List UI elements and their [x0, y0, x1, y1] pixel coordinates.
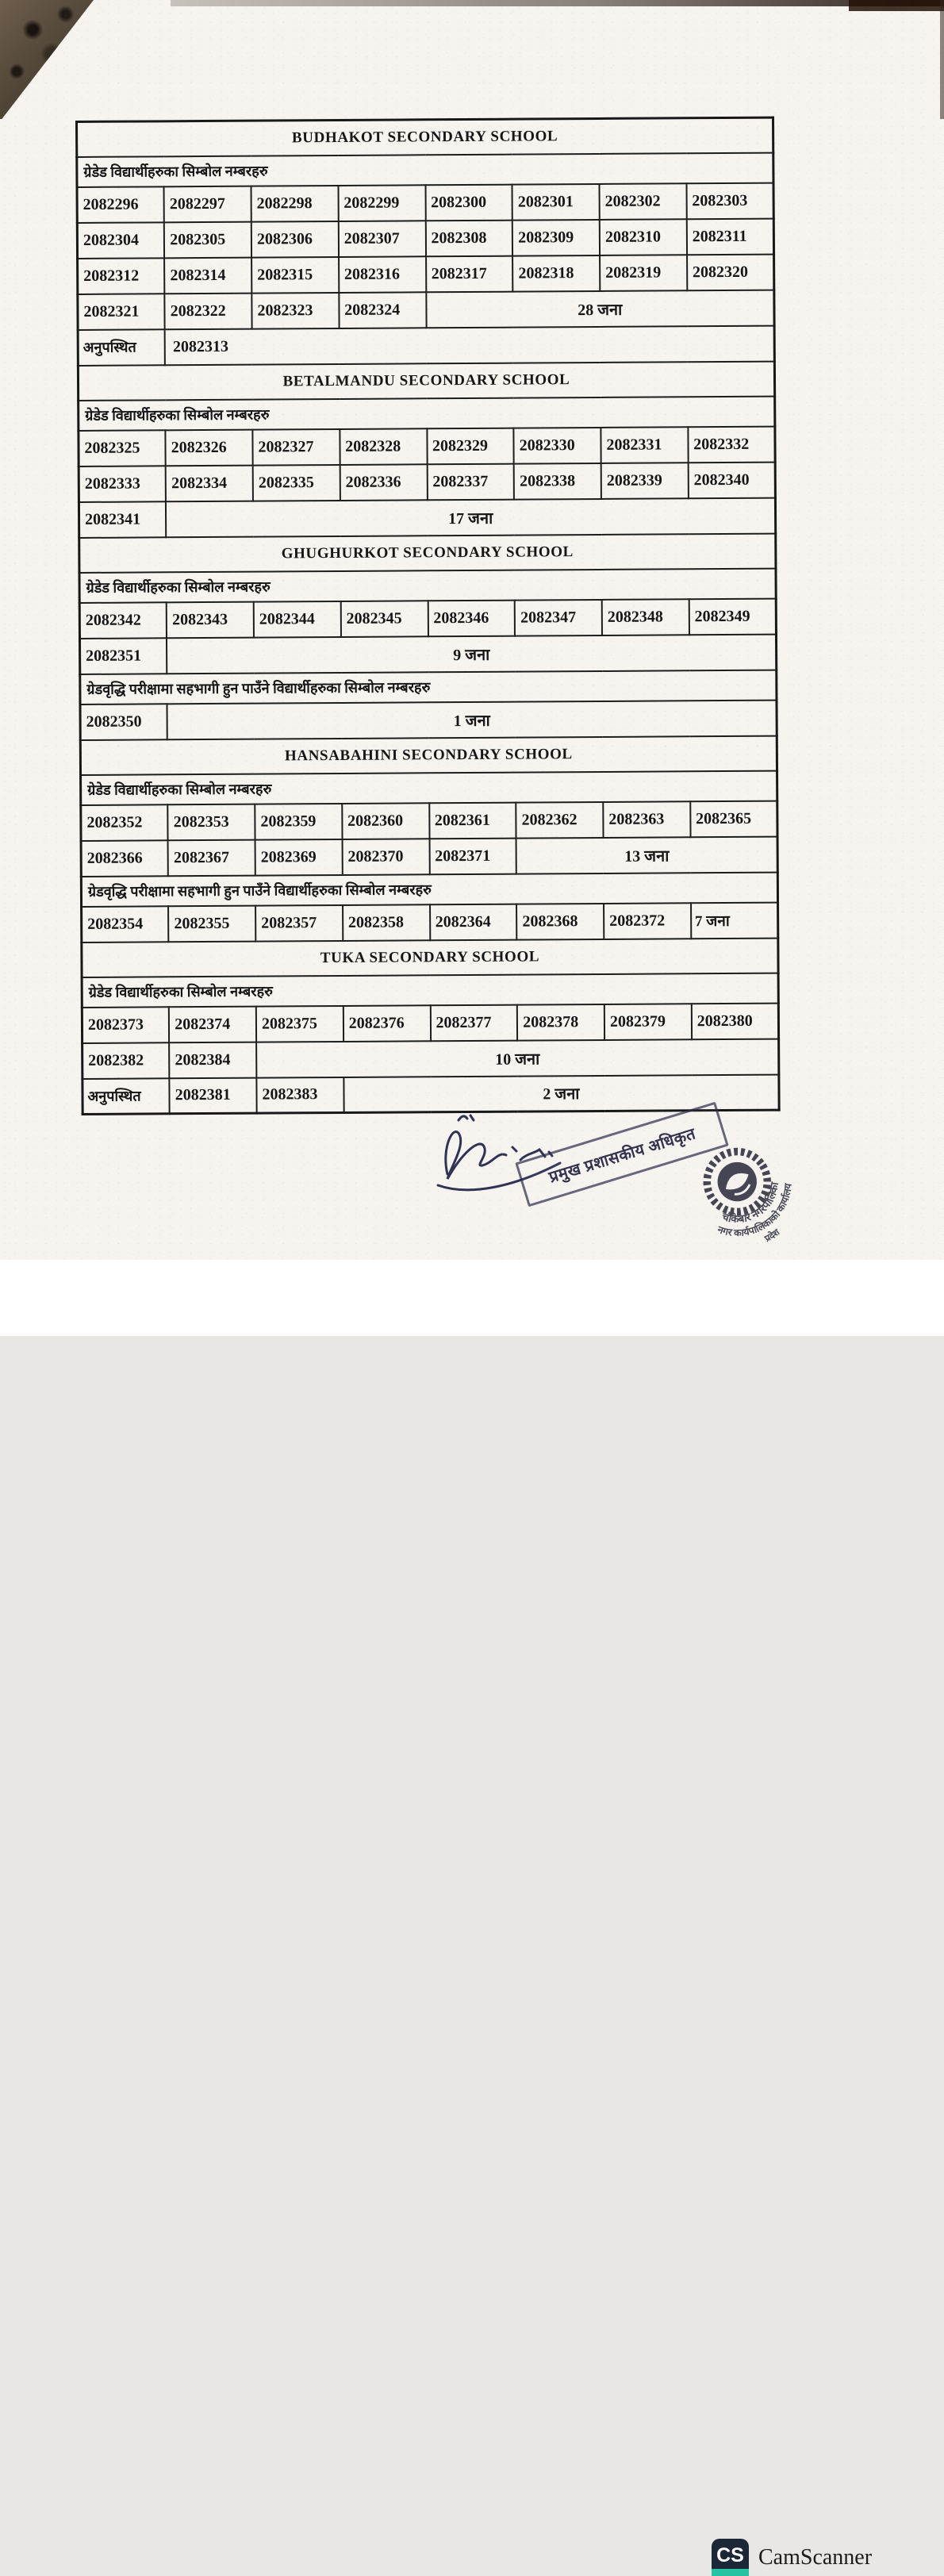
symbol-cell: 2082327: [252, 428, 340, 465]
school-title: TUKA SECONDARY SCHOOL: [82, 938, 778, 977]
symbol-cell: 2082313: [165, 325, 775, 365]
table-row: [81, 872, 777, 906]
symbol-cell: 2082335: [253, 464, 340, 501]
table-row: [79, 462, 775, 501]
symbol-cell: 2082368: [516, 903, 604, 939]
symbol-cell: 2082384: [169, 1042, 256, 1078]
symbol-cell: 2082331: [601, 427, 688, 463]
symbol-cell: 2082309: [512, 219, 600, 255]
footer-band: [0, 1260, 944, 2570]
symbol-cell: 2082377: [430, 1004, 517, 1041]
symbol-cell: 2082343: [167, 601, 254, 638]
symbol-cell: 2082365: [690, 800, 777, 837]
symbol-cell: 2082358: [343, 904, 430, 941]
scan-artifact-corner: [0, 0, 94, 119]
symbol-cell: 2082301: [512, 183, 600, 220]
symbol-cell: 2082321: [78, 294, 165, 330]
symbol-cell: 2082372: [604, 903, 691, 939]
symbol-cell: 2082334: [166, 465, 253, 501]
symbol-cell: 2082353: [168, 804, 255, 840]
table-row: [82, 973, 778, 1007]
symbol-cell: 2082355: [168, 905, 255, 942]
symbol-cell: 2082342: [79, 602, 167, 639]
symbol-cell: 2082314: [164, 257, 251, 294]
symbol-cell: 2082322: [165, 293, 252, 329]
scan-artifact-top-strip: [171, 0, 944, 6]
symbol-cell: 2082315: [251, 256, 339, 293]
symbol-cell: 2082371: [429, 838, 516, 874]
count-cell: 2 जना: [343, 1074, 779, 1112]
symbol-cell: 2082370: [342, 839, 429, 875]
symbol-cell: 2082373: [82, 1007, 169, 1043]
symbol-cell: 2082350: [80, 704, 167, 740]
table-row: [80, 735, 777, 774]
stamp-round-line-2: नगर कार्यपालिकाको कार्यालय: [716, 1183, 794, 1239]
table-row: [78, 325, 774, 365]
symbol-cell: 2082357: [255, 904, 343, 941]
symbol-cell: 2082369: [255, 839, 343, 875]
symbol-cell: 2082379: [604, 1004, 692, 1040]
stamp-rect-text: प्रमुख प्रशासकीय अधिकृत: [547, 1124, 698, 1187]
symbol-cell: 2082364: [430, 904, 517, 940]
count-cell: 1 जना: [167, 700, 777, 739]
table-row: [77, 152, 773, 186]
table-row: [79, 568, 776, 602]
section-header: ग्रेडेड विद्यार्थीहरुका सिम्बोल नम्बरहरु: [77, 152, 773, 186]
table-row: [79, 634, 776, 674]
table-row: [81, 800, 777, 840]
symbol-cell: 2082381: [170, 1077, 257, 1114]
table-row: [79, 598, 776, 638]
section-header: ग्रेडेड विद्यार्थीहरुका सिम्बोल नम्बरहरु: [79, 396, 775, 430]
symbol-cell: 2082299: [338, 185, 425, 221]
section-header: ग्रेडवृद्धि परीक्षामा सहभागी हुन पाउँने विद्यार्थीहरुका सिम्बोल नम्बरहरु: [80, 670, 777, 704]
symbol-cell: 2082329: [427, 428, 514, 464]
count-cell: 10 जना: [256, 1038, 779, 1077]
symbol-cell: 2082305: [164, 221, 251, 258]
camscanner-icon: [712, 2539, 749, 2576]
table-row: [81, 836, 777, 876]
symbol-cell: 2082300: [425, 184, 512, 221]
symbol-cell: 2082359: [255, 803, 342, 839]
symbol-cell: 2082319: [600, 255, 687, 291]
symbol-cell: 2082338: [514, 463, 601, 499]
absent-label: अनुपस्थित: [83, 1078, 170, 1115]
symbol-cell: 2082323: [251, 292, 339, 328]
symbol-cell: 2082296: [77, 186, 164, 223]
symbol-cell: 2082352: [81, 804, 168, 841]
symbol-cell: 2082324: [339, 292, 426, 328]
symbol-cell: 2082318: [512, 255, 600, 291]
table-row: [83, 1074, 779, 1114]
symbol-cell: 2082354: [82, 906, 169, 942]
table-row: [82, 938, 778, 977]
symbol-cell: 2082316: [339, 256, 426, 293]
symbol-cell: 2082375: [256, 1005, 343, 1042]
symbol-cell: 2082366: [81, 840, 168, 877]
table-row: [78, 254, 774, 294]
symbol-cell: 2082325: [79, 430, 166, 466]
symbol-cell: 2082332: [688, 426, 775, 463]
symbol-cell: 2082328: [340, 428, 427, 465]
symbol-cell: 2082380: [692, 1003, 779, 1039]
count-cell: 7 जना: [691, 902, 778, 939]
stamp-round-line-1: चौकेबार नगरपालिका: [720, 1181, 781, 1226]
scan-artifact-right-edge: [940, 0, 944, 119]
symbol-cell: 2082297: [164, 186, 251, 222]
symbol-cell: 2082308: [425, 220, 512, 256]
table-row: [79, 396, 775, 430]
table-row: [78, 361, 774, 400]
section-header: ग्रेडेड विद्यार्थीहरुका सिम्बोल नम्बरहरु: [81, 770, 777, 804]
symbol-cell: 2082374: [169, 1006, 256, 1042]
symbol-cell: 2082361: [429, 802, 516, 839]
symbol-cell: 2082306: [251, 221, 339, 257]
symbol-cell: 2082304: [77, 222, 164, 259]
camscanner-badge-text: CS: [716, 2543, 744, 2566]
table-row: [79, 533, 776, 572]
symbol-table: [75, 117, 781, 1115]
symbol-cell: 2082383: [256, 1077, 343, 1113]
camscanner-logo: [712, 2539, 872, 2576]
count-cell: 17 जना: [166, 497, 776, 537]
symbol-cell: 2082376: [343, 1005, 431, 1042]
symbol-cell: 2082337: [427, 463, 514, 500]
count-cell: 13 जना: [516, 836, 778, 873]
symbol-cell: 2082340: [688, 462, 775, 498]
table-row: [79, 497, 775, 537]
count-cell: 9 जना: [167, 634, 777, 674]
symbol-cell: 2082367: [168, 839, 255, 876]
symbol-cell: 2082344: [254, 601, 341, 637]
camscanner-label: CamScanner: [758, 2544, 873, 2570]
symbol-cell: 2082382: [83, 1042, 170, 1079]
symbol-cell: 2082298: [251, 185, 339, 221]
section-header: ग्रेडेड विद्यार्थीहरुका सिम्बोल नम्बरहरु: [79, 568, 776, 602]
symbol-cell: 2082346: [428, 600, 515, 636]
symbol-cell: 2082347: [515, 599, 602, 635]
symbol-cell: 2082349: [689, 598, 776, 635]
school-title: BETALMANDU SECONDARY SCHOOL: [78, 361, 774, 400]
count-cell: 28 जना: [426, 290, 774, 328]
symbol-cell: 2082310: [600, 219, 687, 255]
school-title: GHUGHURKOT SECONDARY SCHOOL: [79, 533, 776, 572]
symbol-cell: 2082363: [603, 801, 690, 838]
school-title: HANSABAHINI SECONDARY SCHOOL: [80, 735, 777, 774]
table-row: [82, 902, 778, 942]
stamp-round-line-3: प्रदेश: [763, 1227, 782, 1245]
symbol-cell: 2082326: [166, 429, 253, 466]
table-row: [80, 670, 777, 704]
table-row: [80, 700, 777, 739]
table-row: [77, 182, 773, 222]
symbol-number-table-wrap: [75, 117, 781, 1115]
symbol-cell: 2082317: [426, 255, 513, 292]
table-row: [77, 218, 773, 258]
symbol-cell: 2082302: [599, 183, 686, 220]
symbol-cell: 2082336: [340, 464, 427, 501]
symbol-cell: 2082341: [79, 501, 166, 538]
symbol-cell: 2082307: [339, 221, 426, 257]
symbol-cell: 2082312: [78, 258, 165, 294]
symbol-cell: 2082320: [687, 254, 774, 290]
symbol-cell: 2082311: [687, 218, 774, 255]
symbol-cell: 2082362: [516, 801, 604, 838]
scan-artifact-top-right: [849, 0, 944, 11]
symbol-cell: 2082303: [686, 182, 773, 219]
symbol-cell: 2082345: [340, 601, 428, 637]
symbol-cell: 2082360: [342, 803, 429, 839]
table-row: [81, 770, 777, 804]
symbol-cell: 2082351: [79, 638, 167, 674]
table-row: [78, 290, 774, 329]
symbol-cell: 2082339: [601, 463, 689, 499]
symbol-cell: 2082348: [602, 599, 689, 635]
section-header: ग्रेडेड विद्यार्थीहरुका सिम्बोल नम्बरहरु: [82, 973, 778, 1007]
symbol-cell: 2082333: [79, 466, 166, 502]
absent-label: अनुपस्थित: [78, 329, 165, 366]
table-row: [82, 1003, 778, 1042]
section-header: ग्रेडवृद्धि परीक्षामा सहभागी हुन पाउँने विद्यार्थीहरुका सिम्बोल नम्बरहरु: [81, 872, 777, 906]
symbol-cell: 2082378: [517, 1004, 604, 1040]
symbol-cell: 2082330: [514, 427, 601, 463]
school-title: BUDHAKOT SECONDARY SCHOOL: [77, 117, 773, 156]
table-row: [83, 1038, 779, 1078]
table-row: [79, 426, 775, 466]
table-row: [77, 117, 773, 156]
